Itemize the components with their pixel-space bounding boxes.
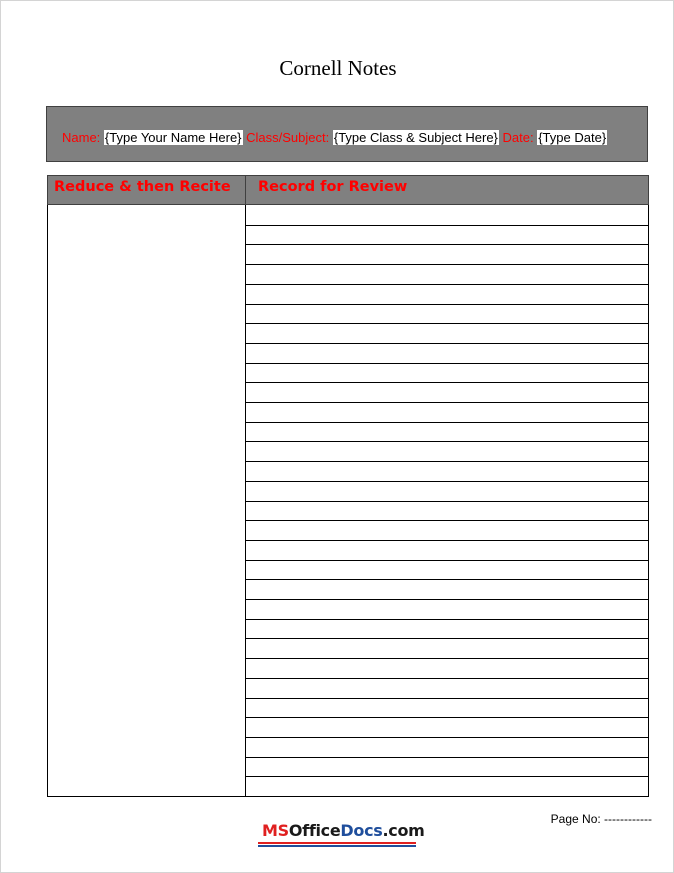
note-line[interactable] [246,776,649,777]
note-line[interactable] [246,599,649,600]
note-line[interactable] [246,481,649,482]
note-line[interactable] [246,540,649,541]
note-line[interactable] [246,244,649,245]
page-number: Page No: ------------ [550,812,652,826]
logo-com: .com [382,821,425,840]
note-line[interactable] [246,422,649,423]
logo-text [262,821,425,840]
note-line[interactable] [246,520,649,521]
header-divider [245,176,246,204]
notes-column-heading: Record for Review [258,179,408,195]
notes-area [47,205,649,797]
note-line[interactable] [246,678,649,679]
name-label: Name: [62,130,101,145]
date-field[interactable]: {Type Date} [538,130,607,145]
class-subject-label: Class/Subject: [246,130,330,145]
note-line[interactable] [246,461,649,462]
logo-stripe-red [258,842,416,844]
notes-header-row [47,175,649,205]
note-line[interactable] [246,658,649,659]
note-line[interactable] [246,264,649,265]
note-line[interactable] [246,579,649,580]
note-line[interactable] [246,737,649,738]
note-line[interactable] [246,304,649,305]
logo-stripe-blue [258,845,416,847]
name-field[interactable]: {Type Your Name Here} [104,130,242,145]
date-label: Date: [502,130,534,145]
note-line[interactable] [246,698,649,699]
note-line[interactable] [246,501,649,502]
note-line[interactable] [246,323,649,324]
document-title: Cornell Notes [279,56,397,80]
note-line[interactable] [246,225,649,226]
logo-ms: MS [262,821,289,840]
note-line[interactable] [246,757,649,758]
msofficedocs-logo [258,819,425,849]
cue-column-heading: Reduce & then Recite [54,179,231,195]
info-bar [46,106,648,162]
note-line[interactable] [246,441,649,442]
note-line[interactable] [246,402,649,403]
info-line [62,130,607,145]
logo-docs: Docs [340,821,383,840]
note-line[interactable] [246,284,649,285]
class-subject-field[interactable]: {Type Class & Subject Here} [333,130,498,145]
note-line[interactable] [246,619,649,620]
note-line[interactable] [246,343,649,344]
logo-office: Office [288,821,341,840]
note-line[interactable] [246,638,649,639]
note-line[interactable] [246,382,649,383]
note-line[interactable] [246,560,649,561]
cue-column[interactable] [48,205,246,796]
note-line[interactable] [246,717,649,718]
note-line[interactable] [246,363,649,364]
